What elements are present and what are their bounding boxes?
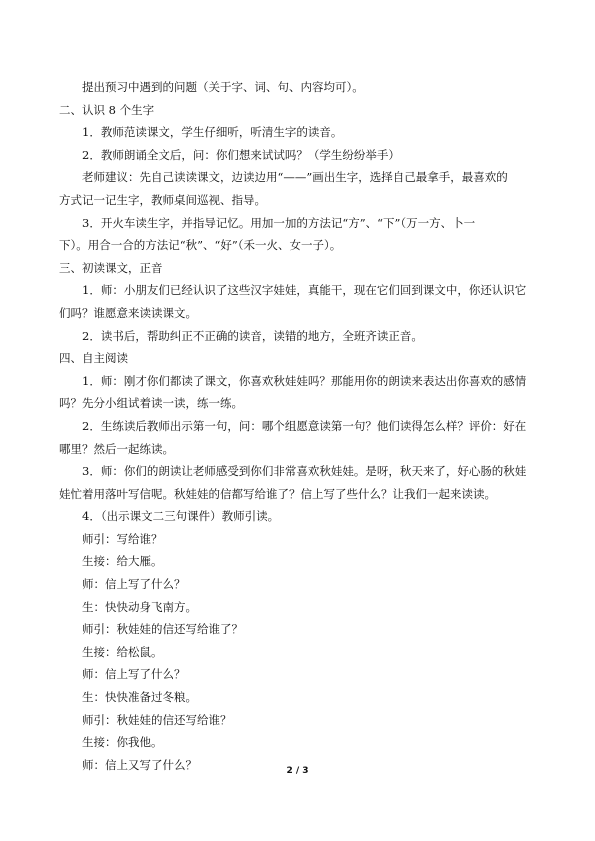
text-line: 生接：给大雁。 bbox=[82, 554, 163, 569]
text-line: 生：快快准备过冬粮。 bbox=[82, 690, 197, 705]
text-line: 1．师：小朋友们已经认识了这些汉字娃娃，真能干，现在它们回到课文中，你还认识它 bbox=[82, 283, 527, 298]
document-body bbox=[59, 76, 541, 776]
text-line: 1．教师范读课文，学生仔细听，听清生字的读音。 bbox=[82, 125, 343, 140]
text-line: 2．生练读后教师出示第一句，问：哪个组愿意读第一句？他们读得怎么样？评价：好在 bbox=[82, 418, 527, 433]
text-line: 吗？先分小组试着读一读，练一练。 bbox=[59, 396, 243, 411]
text-line: 1．师：刚才你们都读了课文，你喜欢秋娃娃吗？那能用你的朗读来表达出你喜欢的感情 bbox=[82, 373, 527, 388]
text-line: 生接：你我他。 bbox=[82, 735, 163, 750]
section-heading: 三、初读课文，正音 bbox=[59, 260, 163, 275]
text-line: 生接：给松鼠。 bbox=[82, 644, 163, 659]
text-line: 3．开火车读生字，并指导记忆。用加一加的方法记“方”、“下”（万一方、卜一 bbox=[82, 215, 476, 230]
text-line: 4．（出示课文二三句课件）教师引读。 bbox=[82, 509, 280, 524]
text-line: 师：信上写了什么？ bbox=[82, 577, 186, 592]
text-line: 哪里？然后一起练读。 bbox=[59, 441, 174, 456]
text-line: 生：快快动身飞南方。 bbox=[82, 599, 197, 614]
text-line: 师引：秋娃娃的信还写给谁？ bbox=[82, 712, 232, 727]
page-number: 2 / 3 bbox=[286, 766, 309, 776]
text-line: 娃忙着用落叶写信呢。秋娃娃的信都写给谁了？信上写了些什么？让我们一起来读读。 bbox=[59, 486, 496, 501]
text-line: 们吗？谁愿意来读读课文。 bbox=[59, 305, 197, 320]
text-line: 师：信上又写了什么？ bbox=[82, 757, 197, 772]
text-line: 老师建议：先自己读读课文，边读边用“——”画出生字，选择自己最拿手，最喜欢的 bbox=[82, 170, 508, 185]
text-line: 下）。用合一合的方法记“秋”、“好”（禾一火、女一子）。 bbox=[59, 238, 342, 253]
text-line: 2．读书后，帮助纠正不正确的读音，读错的地方，全班齐读正音。 bbox=[82, 328, 423, 343]
text-line: 师引：秋娃娃的信还写给谁了？ bbox=[82, 622, 243, 637]
text-line: 3．师：你们的朗读让老师感受到你们非常喜欢秋娃娃。是呀，秋天来了，好心肠的秋娃 bbox=[82, 464, 527, 479]
text-line: 提出预习中遇到的问题（关于字、词、句、内容均可）。 bbox=[82, 80, 364, 94]
text-line: 师：信上写了什么？ bbox=[82, 667, 186, 682]
text-line: 师引：写给谁？ bbox=[82, 531, 163, 546]
text-line: 方式记一记生字，教师桌间巡视、指导。 bbox=[59, 192, 266, 207]
text-line: 2．教师朗诵全文后，问：你们想来试试吗？（学生纷纷举手） bbox=[82, 147, 400, 162]
section-heading: 四、自主阅读 bbox=[59, 351, 128, 366]
section-heading: 二、认识 8 个生字 bbox=[59, 102, 155, 117]
